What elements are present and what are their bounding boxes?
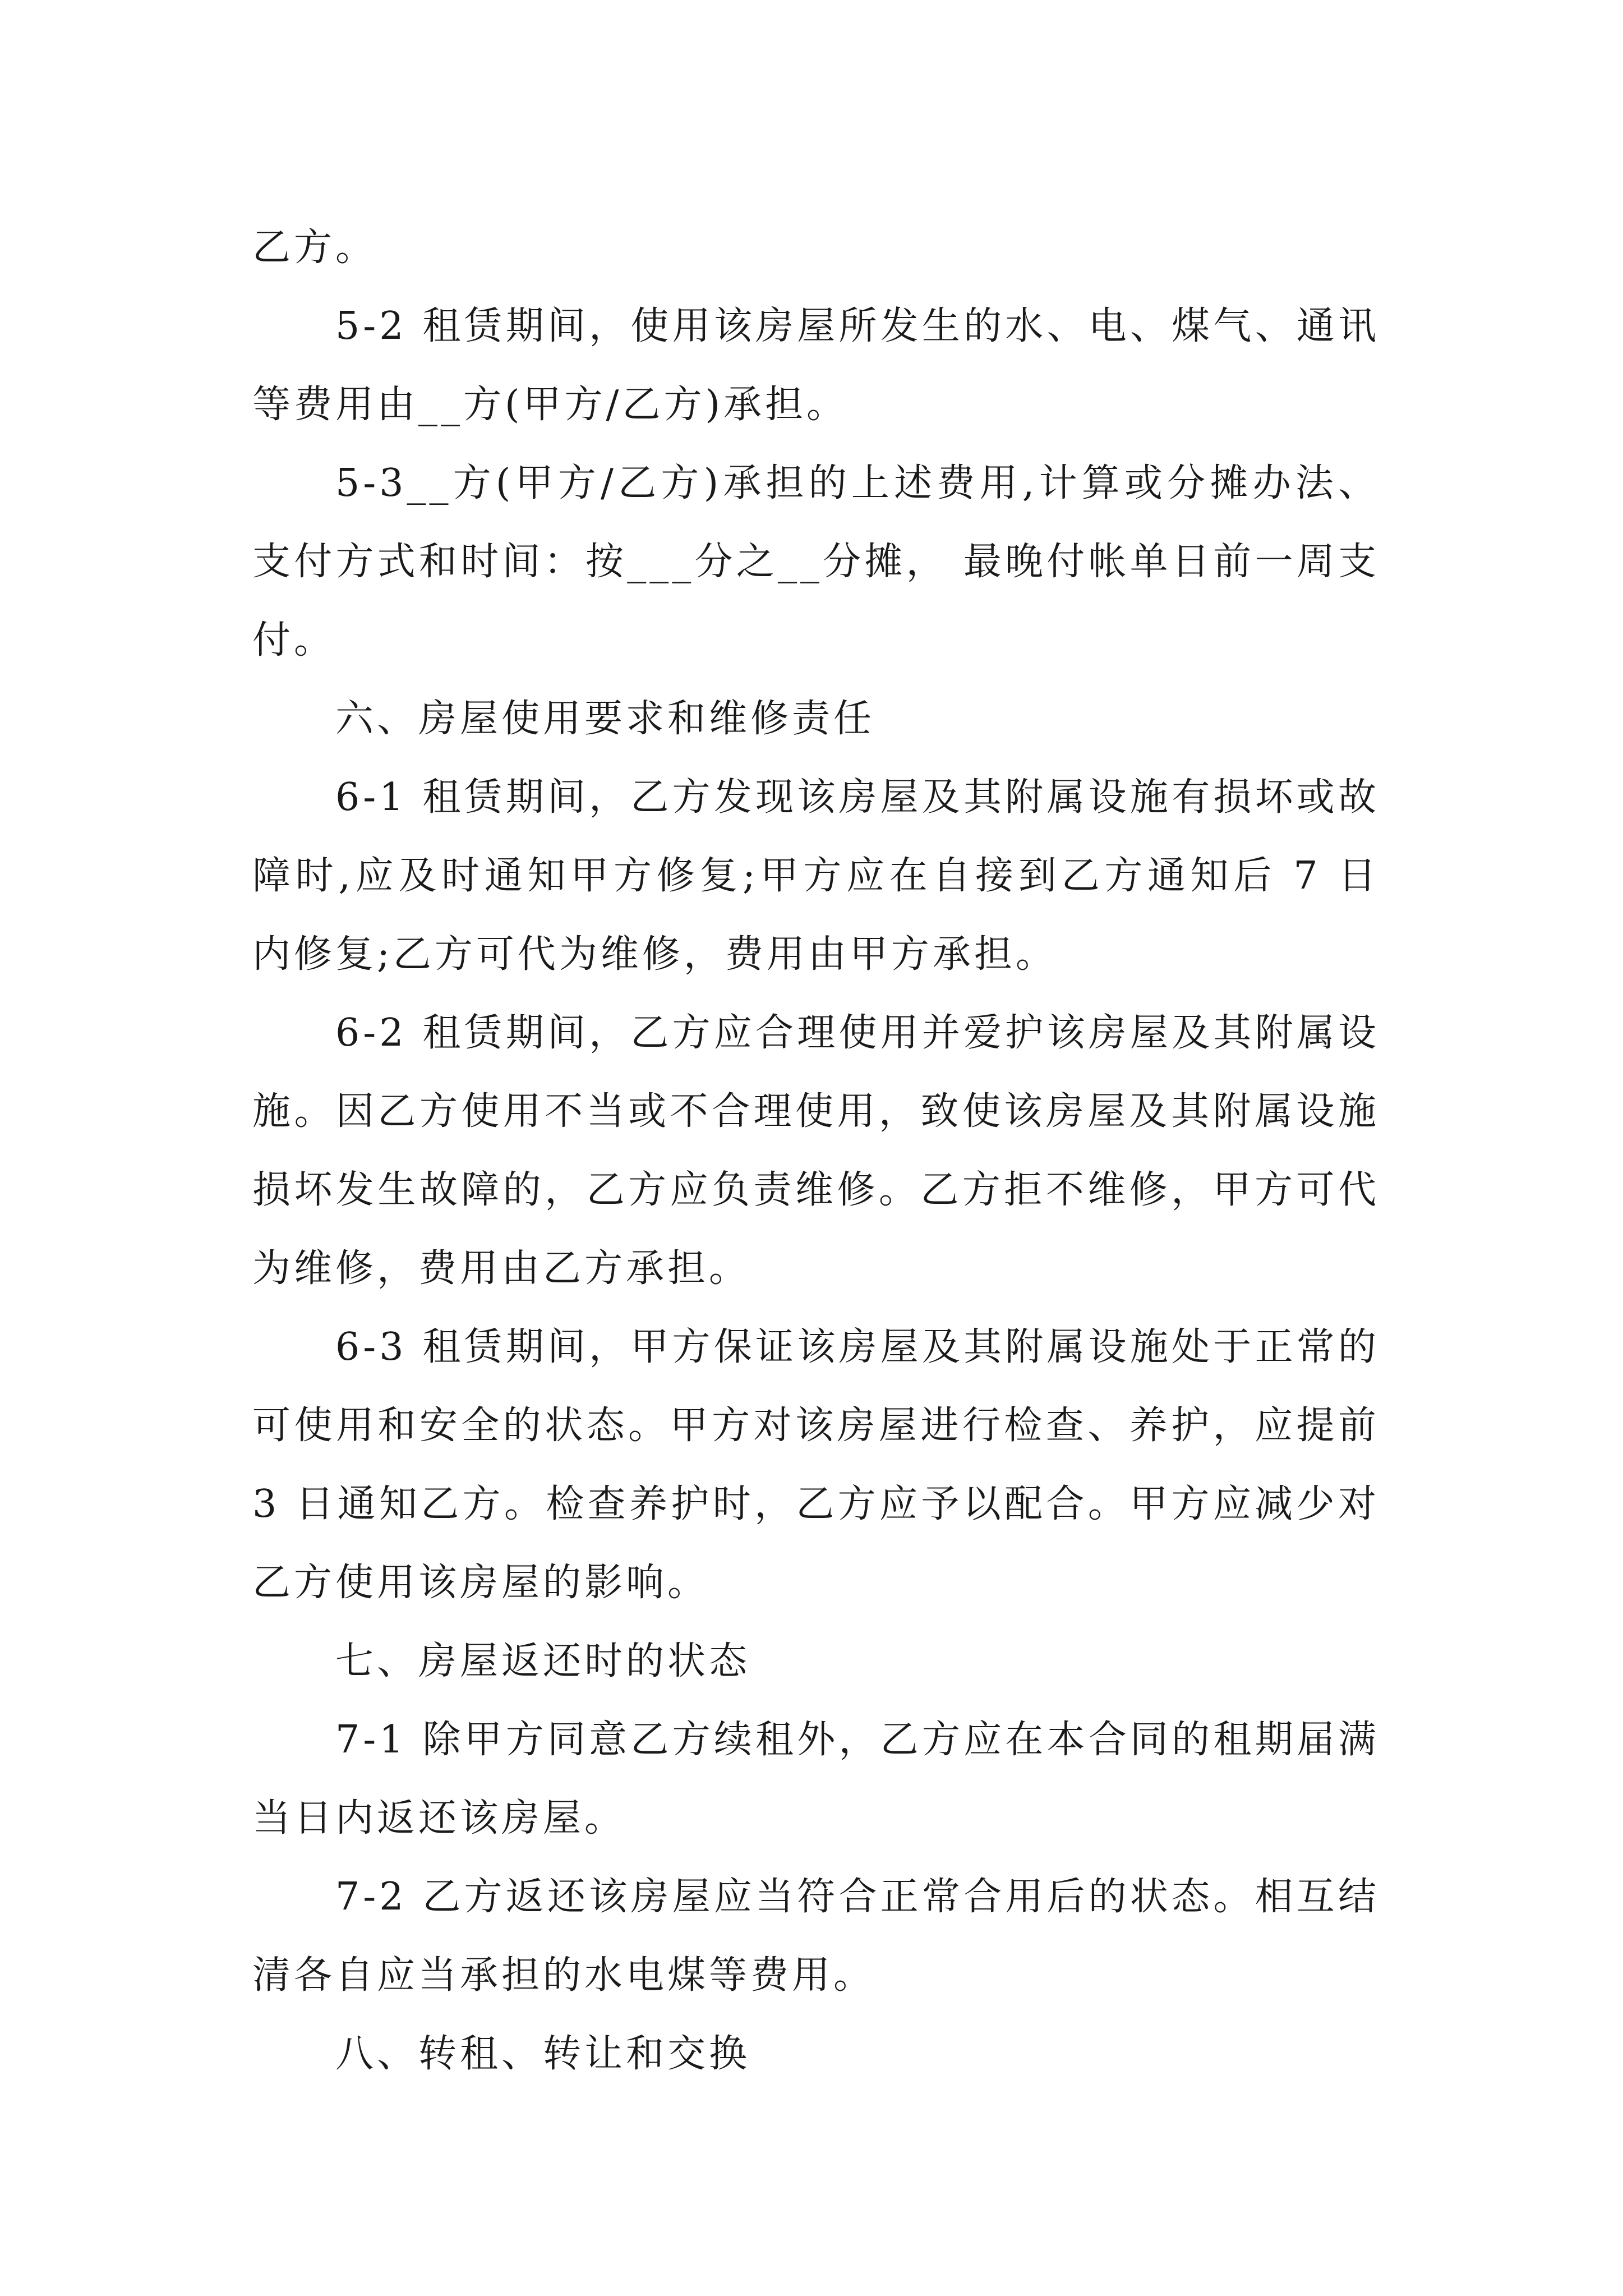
- document-page: [252, 209, 1380, 2093]
- clause-6-1: 6-1 租赁期间，乙方发现该房屋及其附属设施有损坏或故障时,应及时通知甲方修复;甲方应在自接到乙方通知后 7 日内修复;乙方可代为维修，费用由甲方承担。: [252, 775, 1380, 977]
- section-heading-6: 六、房屋使用要求和维修责任: [335, 697, 875, 741]
- section-heading-8: 八、转租、转让和交换: [335, 2032, 751, 2076]
- clause-5-3: 5-3__方(甲方/乙方)承担的上述费用,计算或分摊办法、支付方式和时间：按___分之__分摊， 最晚付帐单日前一周支付。: [252, 461, 1380, 662]
- clause-6-2: 6-2 租赁期间，乙方应合理使用并爱护该房屋及其附属设施。因乙方使用不当或不合理使用，致使该房屋及其附属设施损坏发生故障的，乙方应负责维修。乙方拒不维修，甲方可代为维修，费用由乙方承担。: [252, 1011, 1380, 1291]
- paragraph-continuation: 乙方。: [252, 226, 377, 270]
- clause-6-3: 6-3 租赁期间，甲方保证该房屋及其附属设施处于正常的可使用和安全的状态。甲方对该房屋进行检查、养护，应提前 3 日通知乙方。检查养护时，乙方应予以配合。甲方应减少对乙方使用该房屋的影响。: [252, 1325, 1380, 1605]
- clause-7-2: 7-2 乙方返还该房屋应当符合正常合用后的状态。相互结清各自应当承担的水电煤等费用。: [252, 1875, 1380, 1998]
- clause-7-1: 7-1 除甲方同意乙方续租外，乙方应在本合同的租期届满当日内返还该房屋。: [252, 1718, 1380, 1841]
- section-heading-7: 七、房屋返还时的状态: [335, 1639, 751, 1683]
- clause-5-2: 5-2 租赁期间，使用该房屋所发生的水、电、煤气、通讯等费用由__方(甲方/乙方)承担。: [252, 304, 1380, 427]
